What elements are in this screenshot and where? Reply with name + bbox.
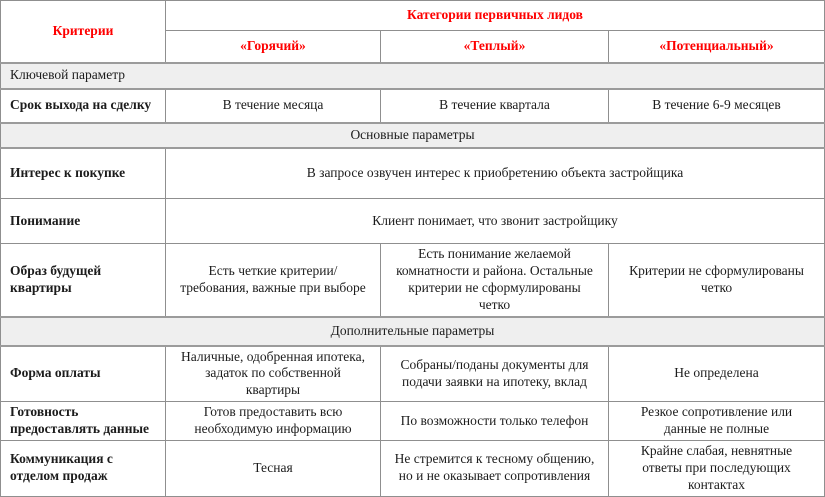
table-row-deal-timing xyxy=(1,89,825,123)
deal-timing-warm: В течение квартала xyxy=(381,89,609,123)
header-row-top xyxy=(1,1,825,31)
table-row-apartment-vision xyxy=(1,244,825,317)
payment-form-hot: Наличные, одобренная ипотека, задаток по собственной квартиры xyxy=(166,346,381,402)
table-row-purchase-interest xyxy=(1,148,825,199)
criterion-apartment-vision: Образ будущей квартиры xyxy=(1,244,166,317)
apartment-vision-hot: Есть четкие критерии/требования, важные при выборе xyxy=(166,244,381,317)
payment-form-potential: Не определена xyxy=(609,346,825,402)
category-header-potential: «Потенциальный» xyxy=(609,31,825,63)
data-readiness-warm: По возможности только телефон xyxy=(381,402,609,441)
table-row-payment-form xyxy=(1,346,825,402)
section-row-main-parameters xyxy=(1,123,825,148)
criterion-purchase-interest: Интерес к покупке xyxy=(1,148,166,199)
criterion-understanding: Понимание xyxy=(1,199,166,244)
section-row-additional-parameters xyxy=(1,317,825,346)
understanding-value: Клиент понимает, что звонит застройщику xyxy=(166,199,825,244)
deal-timing-potential: В течение 6-9 месяцев xyxy=(609,89,825,123)
data-readiness-potential: Резкое сопротивление или данные не полные xyxy=(609,402,825,441)
categories-group-header: Категории первичных лидов xyxy=(166,1,825,31)
criterion-payment-form: Форма оплаты xyxy=(1,346,166,402)
sales-communication-potential: Крайне слабая, невнятные ответы при последующих контактах xyxy=(609,440,825,496)
payment-form-warm: Собраны/поданы документы для подачи заявки на ипотеку, вклад xyxy=(381,346,609,402)
sales-communication-hot: Тесная xyxy=(166,440,381,496)
category-header-hot: «Горячий» xyxy=(166,31,381,63)
sales-communication-warm: Не стремится к тесному общению, но и не оказывает сопротивления xyxy=(381,440,609,496)
category-header-warm: «Теплый» xyxy=(381,31,609,63)
table-row-data-readiness xyxy=(1,402,825,441)
section-row-key-parameter xyxy=(1,63,825,89)
table-row-understanding xyxy=(1,199,825,244)
data-readiness-hot: Готов предоставить всю необходимую информацию xyxy=(166,402,381,441)
criteria-column-header: Критерии xyxy=(1,1,166,63)
criterion-data-readiness: Готовность предоставлять данные xyxy=(1,402,166,441)
apartment-vision-potential: Критерии не сформулированы четко xyxy=(609,244,825,317)
section-title-main-parameters: Основные параметры xyxy=(1,123,825,148)
deal-timing-hot: В течение месяца xyxy=(166,89,381,123)
table-row-sales-communication xyxy=(1,440,825,496)
section-title-additional-parameters: Дополнительные параметры xyxy=(1,317,825,346)
section-title-key-parameter: Ключевой параметр xyxy=(1,63,825,89)
apartment-vision-warm: Есть понимание желаемой комнатности и района. Остальные критерии не сформулированы четко xyxy=(381,244,609,317)
criterion-sales-communication: Коммуникация с отделом продаж xyxy=(1,440,166,496)
purchase-interest-value: В запросе озвучен интерес к приобретению объекта застройщика xyxy=(166,148,825,199)
criterion-deal-timing: Срок выхода на сделку xyxy=(1,89,166,123)
